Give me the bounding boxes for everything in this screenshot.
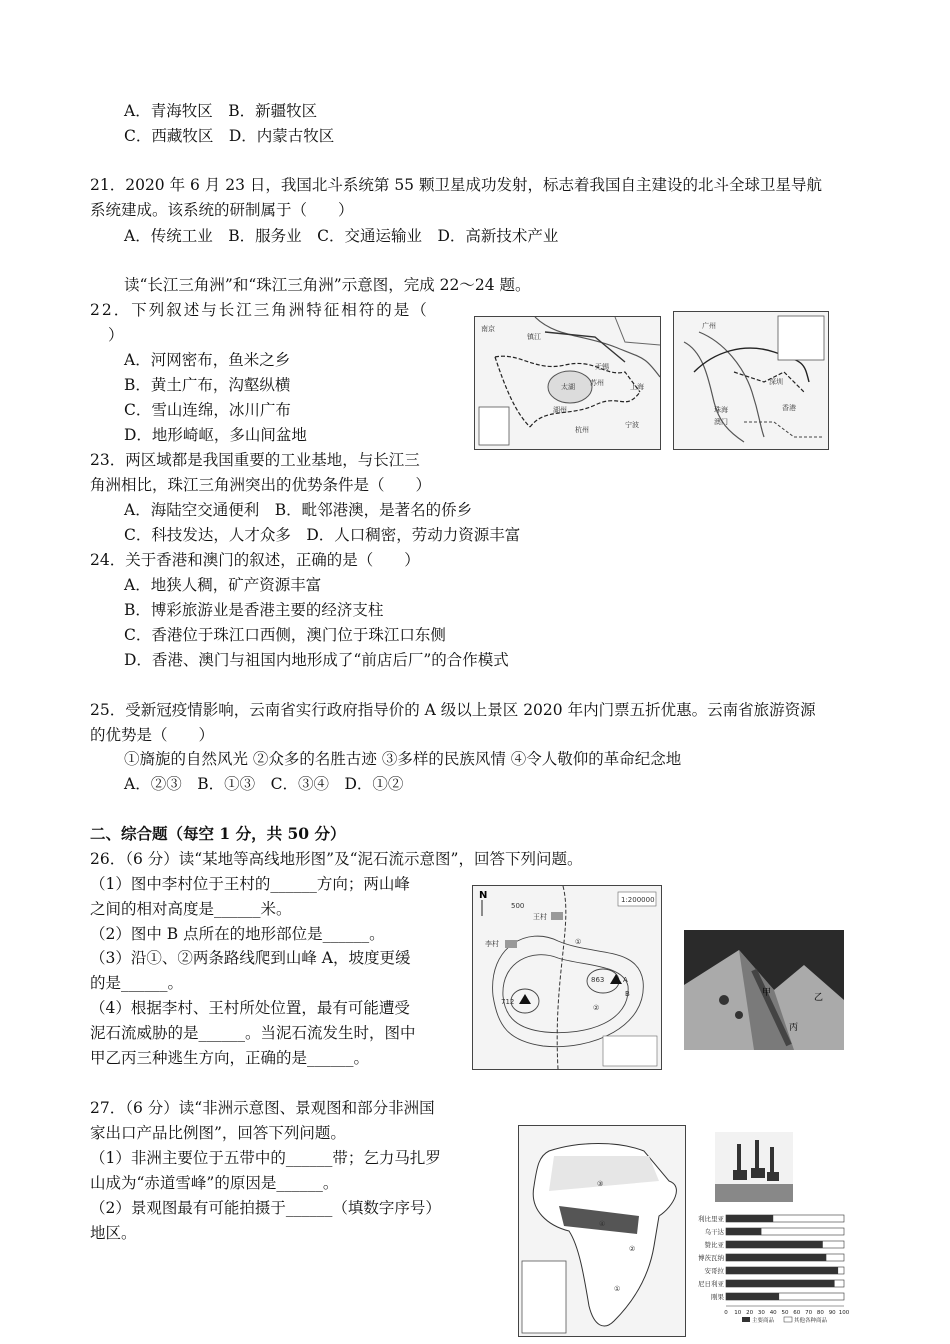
q22-option-a: A．河网密布，鱼米之乡	[124, 351, 291, 369]
label-guangzhou: 广州	[702, 322, 716, 330]
q21-stem-line1: 21．2020 年 6 月 23 日，我国北斗系统第 55 颗卫星成功发射，标志着我国自主建设的北斗全球卫星导航	[90, 176, 822, 194]
label-shenzhen: 深圳	[769, 378, 783, 386]
q22-option-d: D．地形崎岖，多山间盆地	[124, 426, 307, 444]
x-tick-label: 20	[746, 1310, 754, 1316]
x-tick-label: 90	[828, 1310, 836, 1316]
label-huzhou: 湖州	[553, 406, 567, 414]
q26-line6: （4）根据李村、王村所处位置，最有可能遭受	[90, 999, 410, 1017]
q26-stem: 26．（6 分）读“某地等高线地形图”及“泥石流示意图”，回答下列问题。	[90, 850, 583, 868]
label-point-a: A	[623, 976, 628, 984]
label-taihu: 太湖	[561, 383, 575, 391]
label-contour-500: 500	[511, 902, 525, 910]
q27-line1: （1）非洲主要位于五带中的______带；乞力马扎罗	[90, 1149, 441, 1167]
pearl-delta-map	[673, 311, 829, 450]
label-bing: 丙	[789, 1023, 799, 1033]
label-macau: 澳门	[714, 418, 728, 426]
label-licun: 李村	[485, 940, 499, 948]
section2-heading: 二、综合题（每空 1 分，共 50 分）	[90, 824, 346, 843]
q27-line3: （2）景观图最有可能拍摄于______（填数字序号）	[90, 1199, 441, 1217]
label-peak-712: 712	[501, 998, 515, 1006]
q25-stem-line2: 的优势是（ ）	[90, 726, 215, 744]
label-region-1: ①	[614, 1285, 621, 1293]
q23-stem-line1: 23．两区域都是我国重要的工业基地，与长江三	[90, 451, 420, 469]
label-hongkong: 香港	[782, 404, 796, 412]
label-zhenjiang: 镇江	[527, 333, 541, 341]
q21-stem-line2: 系统建成。该系统的研制属于（ ）	[90, 201, 354, 219]
q22-stem-line2: ）	[108, 326, 124, 344]
q26-line4: （3）沿①、②两条路线爬到山峰 A，坡度更缓	[90, 949, 411, 967]
x-tick-label: 0	[724, 1310, 728, 1316]
label-region-2: ②	[629, 1245, 636, 1253]
legend-primary: 主要商品	[752, 1318, 775, 1324]
contour-map	[472, 885, 662, 1070]
q27-stem-line1: 27．（6 分）读“非洲示意图、景观图和部分非洲国	[90, 1099, 435, 1117]
q24-option-d: D．香港、澳门与祖国内地形成了“前店后厂”的合作模式	[124, 651, 509, 669]
label-route-1: ①	[575, 938, 582, 946]
yangtze-delta-map	[474, 316, 661, 450]
q22-option-c: C．雪山连绵，冰川广布	[124, 401, 291, 419]
north-arrow: N	[479, 890, 488, 901]
q27-line2: 山成为“赤道雪峰”的原因是______。	[90, 1174, 339, 1192]
q24-option-b: B．博彩旅游业是香港主要的经济支柱	[124, 601, 384, 619]
label-ningbo: 宁波	[625, 421, 639, 429]
q27-stem-line2: 家出口产品比例图”，回答下列问题。	[90, 1124, 346, 1142]
q20-options-ab: A．青海牧区 B．新疆牧区	[124, 102, 318, 120]
q24-option-a: A．地狭人稠，矿产资源丰富	[124, 576, 322, 594]
x-tick-label: 70	[805, 1310, 813, 1316]
bar-primary	[726, 1267, 838, 1274]
q26-line2: 之间的相对高度是______米。	[90, 900, 292, 918]
q25-stem-line1: 25．受新冠疫情影响，云南省实行政府指导价的 A 级以上景区 2020 年内门票五折优惠。云南省旅游资源	[90, 701, 816, 719]
q24-stem: 24．关于香港和澳门的叙述，正确的是（ ）	[90, 551, 420, 569]
x-tick-label: 80	[816, 1310, 824, 1316]
q23-options-cd: C．科技发达，人才众多 D．人口稠密，劳动力资源丰富	[124, 526, 521, 544]
q23-options-ab: A．海陆空交通便利 B．毗邻港澳，是著名的侨乡	[124, 501, 473, 519]
q20-options-cd: C．西藏牧区 D．内蒙古牧区	[124, 127, 335, 145]
q25-options: A．②③ B．①③ C．③④ D．①②	[124, 775, 404, 793]
bar-primary	[726, 1215, 773, 1222]
x-tick-label: 50	[781, 1310, 789, 1316]
label-peak-863: 863	[591, 976, 605, 984]
africa-map	[518, 1125, 686, 1337]
label-shanghai: 上海	[630, 383, 644, 391]
category-label: 博茨瓦纳	[698, 1254, 724, 1262]
label-wuxi: 无锡	[595, 363, 609, 371]
label-yi: 乙	[814, 993, 824, 1003]
q25-items: ①旖旎的自然风光 ②众多的名胜古迹 ③多样的民族风情 ④令人敬仰的革命纪念地	[124, 750, 682, 768]
x-tick-label: 10	[734, 1310, 742, 1316]
giraffe-landscape-photo	[715, 1132, 793, 1202]
bar-primary	[726, 1228, 761, 1235]
label-jia: 甲	[762, 988, 772, 998]
category-label: 安哥拉	[704, 1267, 724, 1275]
label-wangcun: 王村	[533, 913, 547, 921]
x-tick-label: 30	[757, 1310, 765, 1316]
q24-option-c: C．香港位于珠江口西侧，澳门位于珠江口东侧	[124, 626, 446, 644]
x-tick-label: 40	[769, 1310, 777, 1316]
x-tick-label: 100	[838, 1310, 849, 1316]
mudflow-illustration	[684, 930, 844, 1050]
q21-options: A．传统工业 B．服务业 C．交通运输业 D．高新技术产业	[124, 227, 559, 245]
label-route-2: ②	[593, 1004, 600, 1012]
category-label: 乌干达	[704, 1228, 724, 1236]
label-nanjing: 南京	[481, 325, 495, 333]
legend-other: 其他各种商品	[794, 1318, 828, 1324]
label-hangzhou: 杭州	[575, 426, 589, 434]
category-label: 赞比亚	[704, 1241, 724, 1249]
bar-primary	[726, 1241, 823, 1248]
label-region-3: ③	[597, 1180, 604, 1188]
bar-primary	[726, 1254, 826, 1261]
legend-swatch-other	[784, 1317, 792, 1322]
label-point-b: B	[625, 990, 630, 998]
export-ratio-chart	[684, 1205, 849, 1335]
map-scale: 1:200000	[621, 896, 655, 904]
q26-line8: 甲乙丙三种逃生方向，正确的是______。	[90, 1049, 370, 1067]
x-tick-label: 60	[793, 1310, 801, 1316]
category-label: 利比里亚	[698, 1215, 724, 1223]
bar-primary	[726, 1293, 779, 1300]
q27-line4: 地区。	[90, 1224, 137, 1242]
q22-option-b: B．黄土广布，沟壑纵横	[124, 376, 291, 394]
bar-primary	[726, 1280, 835, 1287]
label-suzhou: 苏州	[590, 379, 604, 387]
q26-line5: 的是______。	[90, 974, 184, 992]
legend-swatch-primary	[742, 1317, 750, 1322]
label-region-4: ④	[599, 1220, 606, 1228]
category-label: 刚果	[711, 1293, 724, 1301]
q26-line1: （1）图中李村位于王村的______方向；两山峰	[90, 875, 410, 893]
intro-22-24: 读“长江三角洲”和“珠江三角洲”示意图，完成 22～24 题。	[124, 276, 531, 294]
category-label: 尼日利亚	[698, 1280, 724, 1288]
label-zhuhai: 珠海	[714, 406, 728, 414]
q22-stem-line1: 22．下列叙述与长江三角洲特征相符的是（	[90, 301, 429, 319]
q23-stem-line2: 角洲相比，珠江三角洲突出的优势条件是（ ）	[90, 476, 432, 494]
q26-line3: （2）图中 B 点所在的地形部位是______。	[90, 925, 385, 943]
q26-line7: 泥石流威胁的是______。当泥石流发生时，图中	[90, 1024, 416, 1042]
